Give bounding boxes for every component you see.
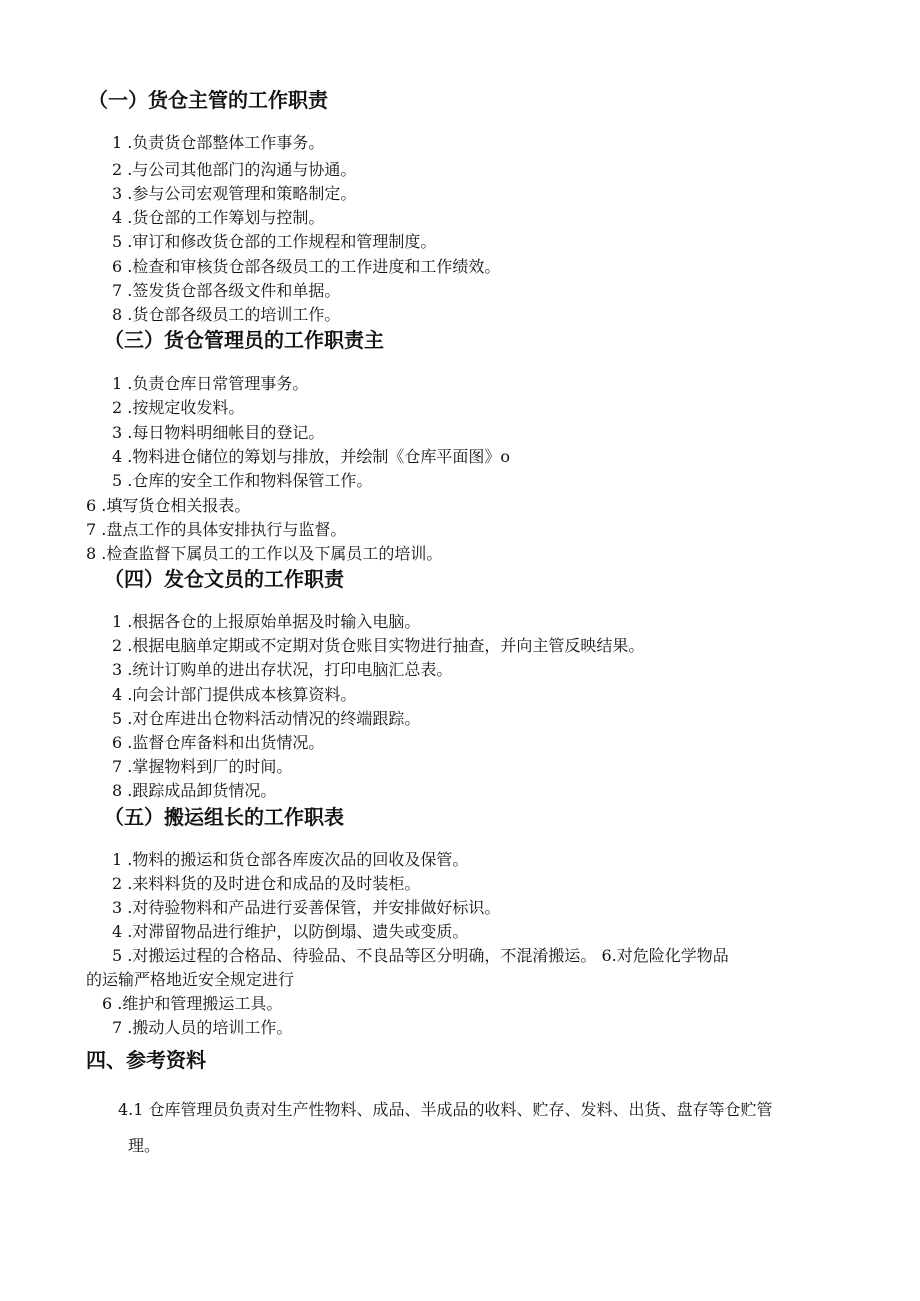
list-item: 3 .对待验物料和产品进行妥善保管，并安排做好标识。 bbox=[112, 898, 501, 917]
list-item: 的运输严格地近安全规定进行 bbox=[86, 970, 295, 989]
list-item: 3 .每日物料明细帐目的登记。 bbox=[112, 423, 325, 442]
list-item: 2 .按规定收发料。 bbox=[112, 398, 245, 417]
list-item: 7 .盘点工作的具体安排执行与监督。 bbox=[86, 520, 347, 539]
list-item: 7 .掌握物料到厂的时间。 bbox=[112, 757, 293, 776]
list-item: 6 .维护和管理搬运工具。 bbox=[102, 994, 283, 1013]
list-item: 4 .货仓部的工作筹划与控制。 bbox=[112, 208, 325, 227]
list-item: 7 .签发货仓部各级文件和单据。 bbox=[112, 281, 341, 300]
list-item: 3 .统计订购单的进出存状况，打印电脑汇总表。 bbox=[112, 660, 453, 679]
list-item: 4 .对滞留物品进行维护，以防倒塌、遗失或变质。 bbox=[112, 922, 469, 941]
list-item: 6 .监督仓库备料和出货情况。 bbox=[112, 733, 325, 752]
list-item: 2 .来料料货的及时进仓和成品的及时装柜。 bbox=[112, 874, 421, 893]
section-heading: （五）搬运组长的工作职表 bbox=[104, 805, 344, 829]
reference-paragraph-line: 理。 bbox=[128, 1136, 161, 1155]
list-item: 6 .填写货仓相关报表。 bbox=[86, 496, 251, 515]
list-item: 1 .根据各仓的上报原始单据及时输入电脑。 bbox=[112, 612, 421, 631]
list-item: 4 .向会计部门提供成本核算资料。 bbox=[112, 685, 357, 704]
list-item: 3 .参与公司宏观管理和策略制定。 bbox=[112, 184, 357, 203]
list-item: 8 .跟踪成品卸货情况。 bbox=[112, 781, 277, 800]
reference-paragraph-line: 4.1 仓库管理员负责对生产性物料、成品、半成品的收料、贮存、发料、出货、盘存等仓贮管 bbox=[118, 1100, 773, 1119]
list-item: 2 .与公司其他部门的沟通与协通。 bbox=[112, 160, 357, 179]
list-item: 1 .负责货仓部整体工作事务。 bbox=[112, 133, 325, 152]
list-item: 4 .物料进仓储位的筹划与排放，并绘制《仓库平面图》o bbox=[112, 447, 510, 466]
list-item: 1 .负责仓库日常管理事务。 bbox=[112, 374, 309, 393]
reference-heading: 四、参考资料 bbox=[86, 1048, 206, 1072]
list-item: 5 .审订和修改货仓部的工作规程和管理制度。 bbox=[112, 232, 437, 251]
list-item: 8 .货仓部各级员工的培训工作。 bbox=[112, 305, 341, 324]
list-item: 8 .检查监督下属员工的工作以及下属员工的培训。 bbox=[86, 544, 443, 563]
list-item: 5 .对搬运过程的合格品、待验品、不良品等区分明确，不混淆搬运。 6.对危险化学物品 bbox=[112, 946, 729, 965]
list-item: 5 .对仓库进出仓物料活动情况的终端跟踪。 bbox=[112, 709, 421, 728]
list-item: 2 .根据电脑单定期或不定期对货仓账目实物进行抽查，并向主管反映结果。 bbox=[112, 636, 645, 655]
list-item: 1 .物料的搬运和货仓部各库废次品的回收及保管。 bbox=[112, 850, 469, 869]
list-item: 5 .仓库的安全工作和物料保管工作。 bbox=[112, 471, 373, 490]
section-heading: （三）货仓管理员的工作职责主 bbox=[104, 328, 384, 352]
section-heading: （四）发仓文员的工作职责 bbox=[104, 567, 344, 591]
list-item: 7 .搬动人员的培训工作。 bbox=[112, 1018, 293, 1037]
section-heading: （一）货仓主管的工作职责 bbox=[88, 88, 328, 112]
list-item: 6 .检查和审核货仓部各级员工的工作进度和工作绩效。 bbox=[112, 257, 501, 276]
